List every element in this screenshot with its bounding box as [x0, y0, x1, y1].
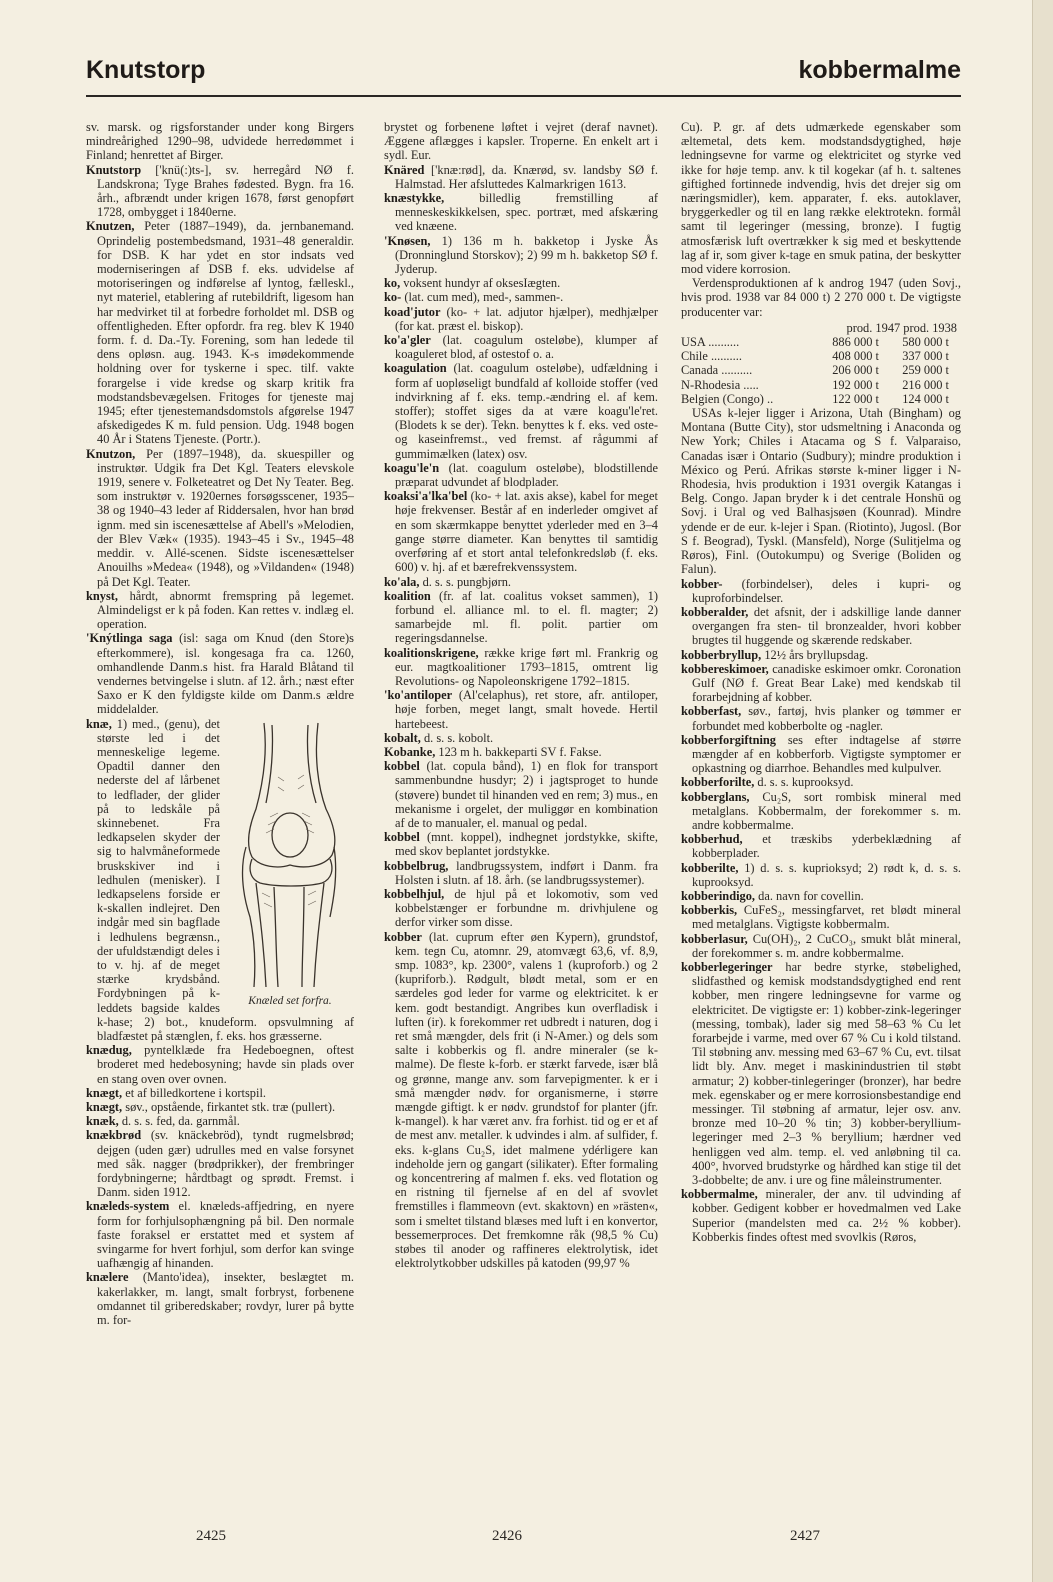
entry-kobberlasur: kobberlasur, Cu(OH)₂, 2 CuCO₃, smukt blåt mineral, der forekommer s. m. andre kobbermalme. [681, 931, 961, 960]
entry-kobbel-1: kobbel (lat. copula bånd), 1) en flok for transport sammenbundne husdyr; 2) i jagtsproget to hunde (støvere) bundet til hinanden ved en rem; 3) mus., en mekanisme i orgelet, der muliggør en kombination af de to manualer, el. manual og pedal. [384, 759, 658, 830]
entry-koala: ko'ala, d. s. s. pungbjørn. [384, 574, 512, 589]
production-table [681, 335, 949, 406]
production-intro: Verdensproduktionen af k androg 1947 (uden Sovj., hvis prod. 1938 var 84 000 t) 2 270 000 t. De vigtigste producenter var: [681, 276, 961, 319]
entry-kobber: kobber (lat. cuprum efter øen Kypern), grundstof, kem. tegn Cu, atomnr. 29, atomvægt 63,6, vf. 8,9, smp. 1083°, kp. 2300°, valens 1 (kuproforb.) og 2 (kupriforb.). Rødgult, blødt metal, som er en særdeles god leder for varme og elektricitet. k er kem. godt bestandigt. Angribes kun overfladisk i luften (ir). k forekommer ret udbredt i naturen, dog i ret små mængder, dels frit (i N-Amer.) og dels som salte i kobberkis og fl. andre mineraler (se k-malme). De fleste k-forb. er stærkt farvede, især blå og grønne, mange anv. som farvepigmenter. k er i små mængder nødv. for organismerne, i større mængde giftigt. k er nødv. grundstof for planter (jfr. k-mangel). k har været anv. fra forhist. tid og er et af de mest anv. metaller. k udvindes i alm. af sulfider, f. eks. k-glans Cu₂S, idet malmene ydérligere kan indeholde jern og gangart (silikater). Efter formaling og koncentrering af malmen f. eks. ved flotation og en ristning til fjernelse af en del af svovlet fremstilles i flammeovn (evt. skaktovn) en »rästen«, som i smeltet tilstand blæses med luft i en konvertor, bessemerproces. Det fremkomne råk (98,5 % Cu) støbes til anoder og raffineres elektrolytisk, idet elektrolytkobber udskilles på katoden (99,97 % [384, 929, 658, 1271]
entry-kobberforilte: kobberforilte, d. s. s. kuprooksyd. [681, 775, 854, 790]
entry-knaestykke: knæstykke, billedlig fremstilling af menneskeskikkelsen, spec. portræt, med afskæring ved knæene. [384, 191, 658, 234]
entry-continuation: sv. marsk. og rigsforstander under kong Birgers mindreårighed 1290–98, udvidede herredømmet i Finland; henrettet af Birger. [86, 120, 354, 163]
column-3 [681, 120, 961, 1244]
page-number-right: 2427 [790, 1528, 820, 1544]
entry-kobbelbrug: kobbelbrug, landbrugssystem, indført i Danm. fra Holsten i slutn. af 18. årh. (se landbrugssystemer). [384, 858, 658, 887]
entry-kobberbryllup: kobberbryllup, 12½ års bryllupsdag. [681, 647, 869, 662]
entry-knared: Knäred ['knæ:rød], da. Knærød, sv. landsby SØ f. Halmstad. Her afsluttedes Kalmarkrigen 1613. [384, 162, 658, 191]
entry-knaekbroed: knækbrød (sv. knäckebröd), tyndt rugmelsbrød; dejgen (uden gær) udrulles med en valse forsynet med såk. nagger (brødprikker), der frembringer fordybningerne; hårdtbagt og sprødt. Fremst. i Danm. siden 1912. [86, 1128, 354, 1200]
entry-kobberglans: kobberglans, Cu₂S, sort rombisk mineral med metalglans. Kobbermalm, der forekommer s. m. andre kobbermalme. [681, 789, 961, 832]
entry-knyst: knyst, hårdt, abnormt fremspring på legemet. Almindeligst er k på foden. Kan rettes v. indlæg el. operation. [86, 588, 354, 632]
entry-kobanke: Kobanke, 123 m h. bakkeparti SV f. Fakse. [384, 744, 602, 759]
entry-kobalt: kobalt, d. s. s. kobolt. [384, 730, 494, 745]
entry-continuation: Cu). P. gr. af dets udmærkede egenskaber som æltemetal, dets kem. modstandsdygtighed, høje ledningsevne for varme og elektricitet og styrke ved ikke for høje temp. anv. k til kogekar (af h. t. saltenes giftighed fortinnede indvendig, hvis det drejer sig om næringsmidler), kem. apparater, f. eks. autoklaver, bryggerkedler og til en lang række elektrotekn. formål samt til legeringer (messing, bronze). I fugtig atmosfærisk luft overtrækker k sig med et beskyttende lag af ir, som giver k-tage en smuk patina, der beskytter mod videre korrosion. [681, 120, 961, 277]
entry-kobbermalme: kobbermalme, mineraler, der anv. til udvinding af kobber. Gedigent kobber er hovedmalmen ved Lake Superior (mandelsten med ca. 2½ % kobber). Kobberkis findes oftest med svovlkis (Røros, [681, 1187, 961, 1244]
entry-knutzon: Knutzon, Per (1897–1948), da. skuespiller og instruktør. Udgik fra Det Kgl. Teaters elevskole 1919, senere v. Folketeatret og Det Ny Teater. Beg. som instruktør v. 1920ernes forsøgsscener, 1935–38 og 1940–43 leder af Riddersalen, hvor han brød ignm. med sin iscenesættelse af Abell's »Melodien, der Blev Væk« (1935). 1943–45 i Sv., 1945–48 meddir. v. Allé-scenen. Sidste iscenesættelser Anouilhs »Medea« (1948), og »Vildanden« (1948) på Det Kgl. Teater. [86, 446, 354, 589]
entry-kobberkis: kobberkis, CuFeS₂, messingfarvet, ret blødt mineral med metalglans. Vigtigste kobbermalm. [681, 903, 961, 932]
entry-koaksialkabel: koaksi'a'lka'bel (ko- + lat. axis akse), kabel for meget høje frekvenser. Består af en inderleder omgivet af en som skærmkappe benyttet yderleder med en 3–4 gange større diameter. Kan benyttes til samtidig overføring af et stort antal telefonkredsløb (f. eks. 600) v. hj. af et bærefrekvenssystem. [384, 489, 658, 575]
entry-kobberhud: kobberhud, et træskibs yderbeklædning af kobberplader. [681, 832, 961, 861]
entry-kobberforgiftning: kobberforgiftning ses efter indtagelse af større mængder af en kobberforb. Vigtigste symptomer er opkastning og diarrhoe. Behandles med kulpulver. [681, 732, 961, 776]
production-table-header: prod. 1947 prod. 1938 [846, 320, 957, 335]
entry-koantiloper: 'ko'antiloper (Al'celaphus), ret store, afr. antiloper, høje forben, meget langt, smalt hovede. Hertil hartebeest. [384, 688, 658, 731]
entry-knaelere: knælere (Manto'idea), insekter, beslægtet m. kakerlakker, m. langt, smalt forbryst, forbenene omdannet til griberedskaber; rovdyr, lurer på bytte m. for- [86, 1270, 354, 1328]
entry-knae: knæ, 1) med., (genu), det største led i det menneskelige legeme. Opadtil danner den nederste del af lårbenet to ledflader, der glider på to ledskåle på skinnebenet. Fra ledkapselen skyder der sig to halvmåneformede bruskskiver ind i ledhulen (menisker). I ledkapselens forside er k-skallen indlejret. Den indgår med sin bagflade i ledhulens begrænsn., der ufuldstændigt deles i to v. hj. af de meget stærke krydsbånd. Fordybningen på k-leddets bagside kaldes k-hase; 2) bot., knudeform. opsvulmning af bladfæstet på stænglen, f. eks. hos græsserne. [86, 716, 354, 1043]
entry-knaegt-1: knægt, et af billedkortene i kortspil. [86, 1085, 266, 1100]
copper-deposits-paragraph: USAs k-lejer ligger i Arizona, Utah (Bingham) og Montana (Butte City), stor udsmeltning i Anaconda og New York; Chiles i Atacama og S f. Valparaiso, Canadas især i Ontario (Sudbury); mindre produktion i México og Perú. Afrikas største k-miner ligger i N-Rhodesia, hvis produktion i 1931 overgik Katangas i Belg. Congo. Japan bryder k i det centrale Honshū og Sovj. i Ural og ved Balhasjsøen (Kounrad). Mindre ydende er de eur. k-lejer i Span. (Riotinto), Jugosl. (Bor S f. Beograd), Tyskl. (Mansfeld), Norge (Sulitjelma og Røros), Finl. (Outokumpu) og Sverige (Boliden og Falun). [681, 406, 961, 577]
entry-kobberilte: kobberilte, 1) d. s. s. kuprioksyd; 2) rødt k, d. s. s. kuprooksyd. [681, 860, 961, 889]
table-row: N-Rhodesia ..... 192 000 t 216 000 t [681, 377, 949, 392]
entry-koagulation: koagulation (lat. coagulum osteløbe), udfældning i form af uopløseligt bundfald af kolloide stoffer (ved indvirkning af f. eks. temp.-ændring el. af kem. stoffer); stoffet siges da at være koagu'le'ret. (Blodets k se der). Tekn. benyttes k f. eks. ved oste- og kaseinfremst., ved fremst. af rågummi af gummimælken (latex) osv. [384, 361, 658, 461]
page-number-left: 2425 [196, 1528, 226, 1544]
entry-kobberindigo: kobberindigo, da. navn for covellin. [681, 888, 864, 903]
entry-koagulen: koagu'le'n (lat. coagulum osteløbe), blodstillende præparat udvundet af blodplader. [384, 460, 658, 490]
entry-continuation: brystet og forbenene løftet i vejret (deraf navnet). Æggene aflægges i kapsler. Troperne. En enkelt art i sydl. Eur. [384, 120, 658, 163]
entry-knaek: knæk, d. s. s. fed, da. garnmål. [86, 1114, 240, 1129]
running-head-right: kobbermalme [798, 56, 961, 84]
entry-knaegt-2: knægt, søv., opstående, firkantet stk. træ (pullert). [86, 1100, 336, 1115]
entry-knutzen: Knutzen, Peter (1887–1949), da. jernbanemand. Oprindelig postembedsmand, 1931–48 generaldir. for DSB. K har ydet en stor indsats ved moderniseringen af DSB f. eks. udvidelse af motoriseringen og indførelse af lyntog, fælleskl., nyt materiel, etablering af rutebildrift, ligesom han har medvirket til at forbedre forholdet ml. DSB og offentligheden. Efter opfordr. fra reg. blev K 1940 form. f. d. Da.-Ty. Forening, som han ledede til dens opløsn. aug. 1943. K-s imødekommende holdning over for tyskerne i spec. tilf. vakte forargelse i vide kredse og skarp kritik fra modstandsbevægelsen. Fritoges for tjeneste maj 1945; efter tjenestemandsdomstols afgørelse 1947 afskedigedes K m. fuld pension. Udg. 1948 bogen 40 År i Statens Tjeneste. (Portr.). [86, 219, 354, 447]
entry-kobberfast: kobberfast, søv., fartøj, hvis planker og tømmer er forbundet med kobberbolte og -nagler. [681, 704, 961, 733]
entry-kobbelhjul: kobbelhjul, de hjul på et lokomotiv, som ved kobbelstænger er forbundne m. drivhjulene og derfor virker som disse. [384, 886, 658, 930]
entry-knytlinga-saga: 'Knýtlinga saga (isl: saga om Knud (den Store)s efterkommere), isl. kongesaga fra ca. 1260, omhandlende Danm.s hist. fra Harald Blåtand til vendernes betvingelse i slutn. af 12. årh.; næst efter Saxo er K den fyldigste kilde om Danm.s ældre middelalder. [86, 631, 354, 717]
entry-knutstorp: Knutstorp ['knü(:)ts-], sv. herregård NØ f. Landskrona; Tyge Brahes fødested. Bygn. fra 16. årh., afbrændt under krigen 1678, først genopført 1728, ombygget i 1840erne. [86, 162, 354, 220]
entry-knaedug: knædug, pyntelklæde fra Hedeboegnen, oftest broderet med hedebosyning; havde sin plads over en stang oven over ovnen. [86, 1043, 354, 1086]
entry-kobberalder: kobberalder, det afsnit, der i adskillige lande danner overgangen fra sten- til bronzealder, hvori kobber brugtes til huggende og skærende redskaber. [681, 604, 961, 648]
knee-figure [226, 717, 354, 1009]
entry-ko: ko, voksent hundyr af oksesIægten. [384, 276, 561, 291]
adjacent-page-edge [1032, 0, 1053, 1582]
entry-knoesen: 'Knøsen, 1) 136 m h. bakketop i Jyske Ås (Dronninglund Storskov); 2) 99 m h. bakketop SØ f. Jyderup. [384, 233, 658, 277]
entry-koagler: ko'a'gler (lat. coagulum osteløbe), klumper af koaguleret blod, af ostestof o. a. [384, 333, 658, 362]
table-row: Chile .......... 408 000 t 337 000 t [681, 349, 949, 364]
knee-joint-illustration [226, 717, 354, 991]
column-2 [384, 120, 658, 1270]
entry-koalitionskrigene: koalitionskrigene, række krige ført ml. Frankrig og eur. magtkoalitioner 1793–1815, omtrent lig Revolutions- og Napoleonskrigene 1792–1815. [384, 645, 658, 688]
table-row: Belgien (Congo) .. 122 000 t 124 000 t [681, 391, 949, 406]
entry-knaeleds-system: knæleds-system el. knæleds-affjedring, en nyere form for forhjulsophængning på bil. Den normale faste foraksel er erstattet med et system af svingarme for hvert forhjul, som derfor kan svinge uafhængig af hinanden. [86, 1199, 354, 1271]
entry-ko-prefix: ko- (lat. cum med), med-, sammen-. [384, 290, 564, 305]
header-rule [86, 95, 961, 97]
entry-kobber-forb: kobber- (forbindelser), deles i kupri- og kuproforbindelser. [681, 576, 961, 605]
entry-koalition: koalition (fr. af lat. coalitus vokset sammen), 1) forbund el. alliance ml. to el. fl. magter; 2) samarbejde ml. fl. polit. partier om regeringsdannelse. [384, 588, 658, 646]
table-row: USA .......... 886 000 t 580 000 t [681, 335, 949, 350]
entry-kobbereskimoer: kobbereskimoer, canadiske eskimoer omkr. Coronation Gulf (NØ f. Great Bear Lake) med kendskab til forarbejdning af kobber. [681, 661, 961, 705]
page-number-middle: 2426 [492, 1528, 522, 1544]
figure-caption: Knæled set forfra. [248, 995, 332, 1008]
table-row: Canada .......... 206 000 t 259 000 t [681, 363, 949, 378]
entry-kobberlegeringer: kobberlegeringer har bedre styrke, støbelighed, slidfasthed og kemisk modstandsdygtighed end rent kobber, men ringere ledningsevne for varme og elektricitet. De vigtigste er: 1) kobber-zink-legeringer (messing, tombak), lader sig med 58–63 % Cu let forarbejde i varme, med over 67 % Cu i kold tilstand. Til støbning anv. messing med 63–67 % Cu, evt. tilsat lidt bly. Anv. meget i maskinindustrien til støbt armatur; 2) kobber-tinlegeringer (bronzer), har bedre mek. egenskaber og er mere korrosionsbestandige end messinger. Til støbning af armatur, lejer osv. anv. bronze med 10–20 % tin; 3) kobber-beryllium-legeringer med 2–3 % beryllium; hærdner ved henliggen ved alm. temp. el. ved anløbning til ca. 400°, hvorved brudstyrke og hårdhed kan stige til det 3-dobbelte; de anv. i ure og fine måleinstrumenter. [681, 959, 961, 1188]
running-head-left: Knutstorp [86, 56, 206, 84]
entry-kobbel-2: kobbel (mnt. koppel), indhegnet jordstykke, skifte, med skov beplantet jordstykke. [384, 830, 658, 859]
entry-koadjutor: koad'jutor (ko- + lat. adjutor hjælper), medhjælper (for kat. præst el. biskop). [384, 304, 658, 333]
column-1 [86, 120, 354, 1327]
